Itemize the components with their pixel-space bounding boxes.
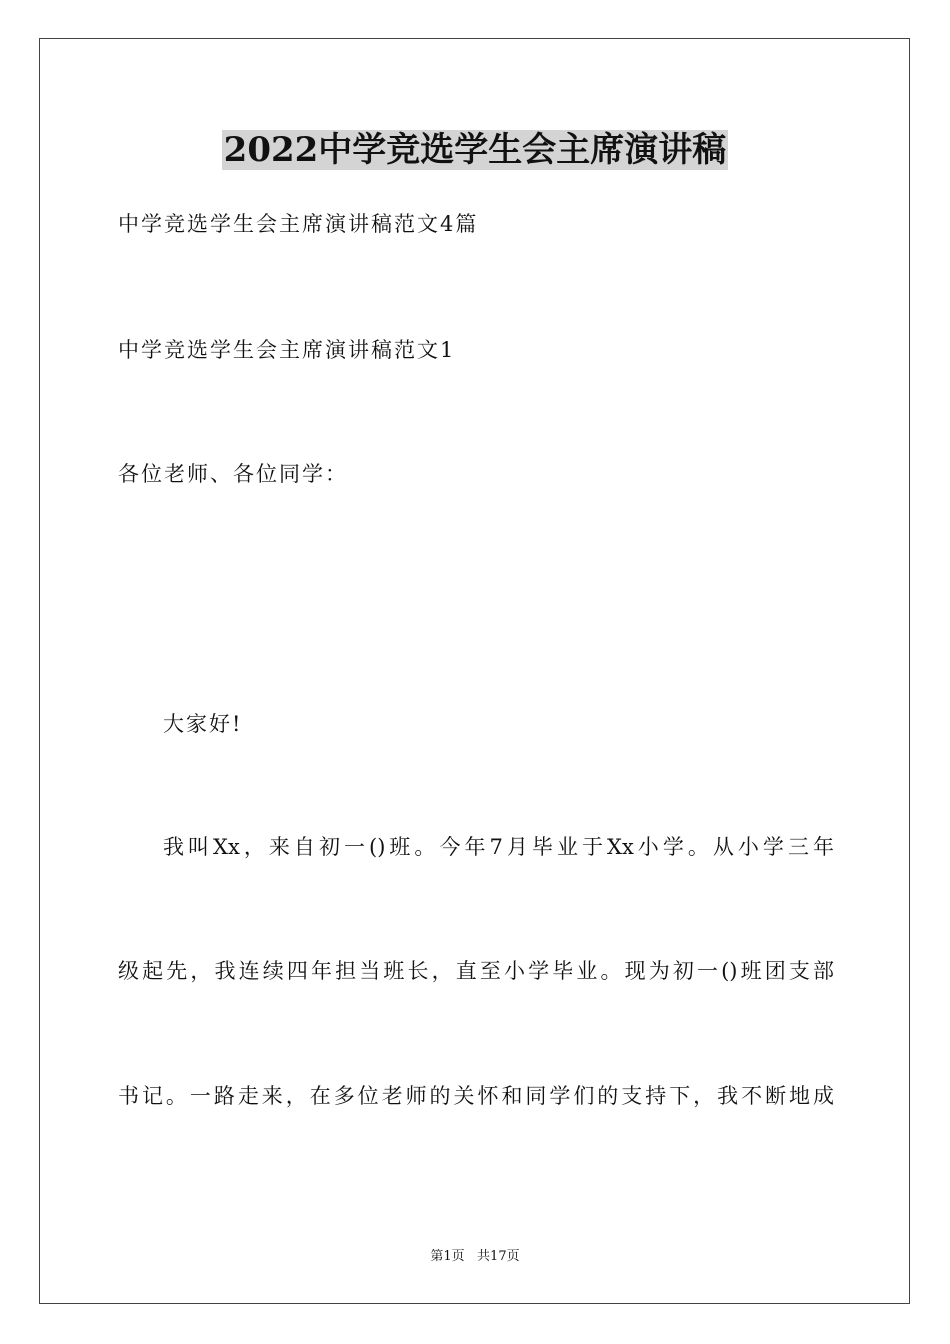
body-paragraph-line: 我叫Xx，来自初一()班。今年7月毕业于Xx小学。从小学三年: [163, 835, 834, 859]
subtitle-line: 中学竞选学生会主席演讲稿范文4篇: [118, 212, 479, 236]
body-paragraph-line: 书记。一路走来，在多位老师的关怀和同学们的支持下，我不断地成: [118, 1084, 834, 1108]
document-title-text: 2022中学竞选学生会主席演讲稿: [223, 130, 727, 170]
body-paragraph-line: 级起先，我连续四年担当班长，直至小学毕业。现为初一()班团支部: [118, 959, 834, 983]
page-footer: 第1页 共17页: [430, 1249, 520, 1264]
salutation-line: 各位老师、各位同学：: [118, 462, 348, 486]
section-heading: 中学竞选学生会主席演讲稿范文1: [118, 338, 456, 362]
greeting-line: 大家好!: [163, 712, 243, 736]
document-title: [0, 126, 950, 174]
